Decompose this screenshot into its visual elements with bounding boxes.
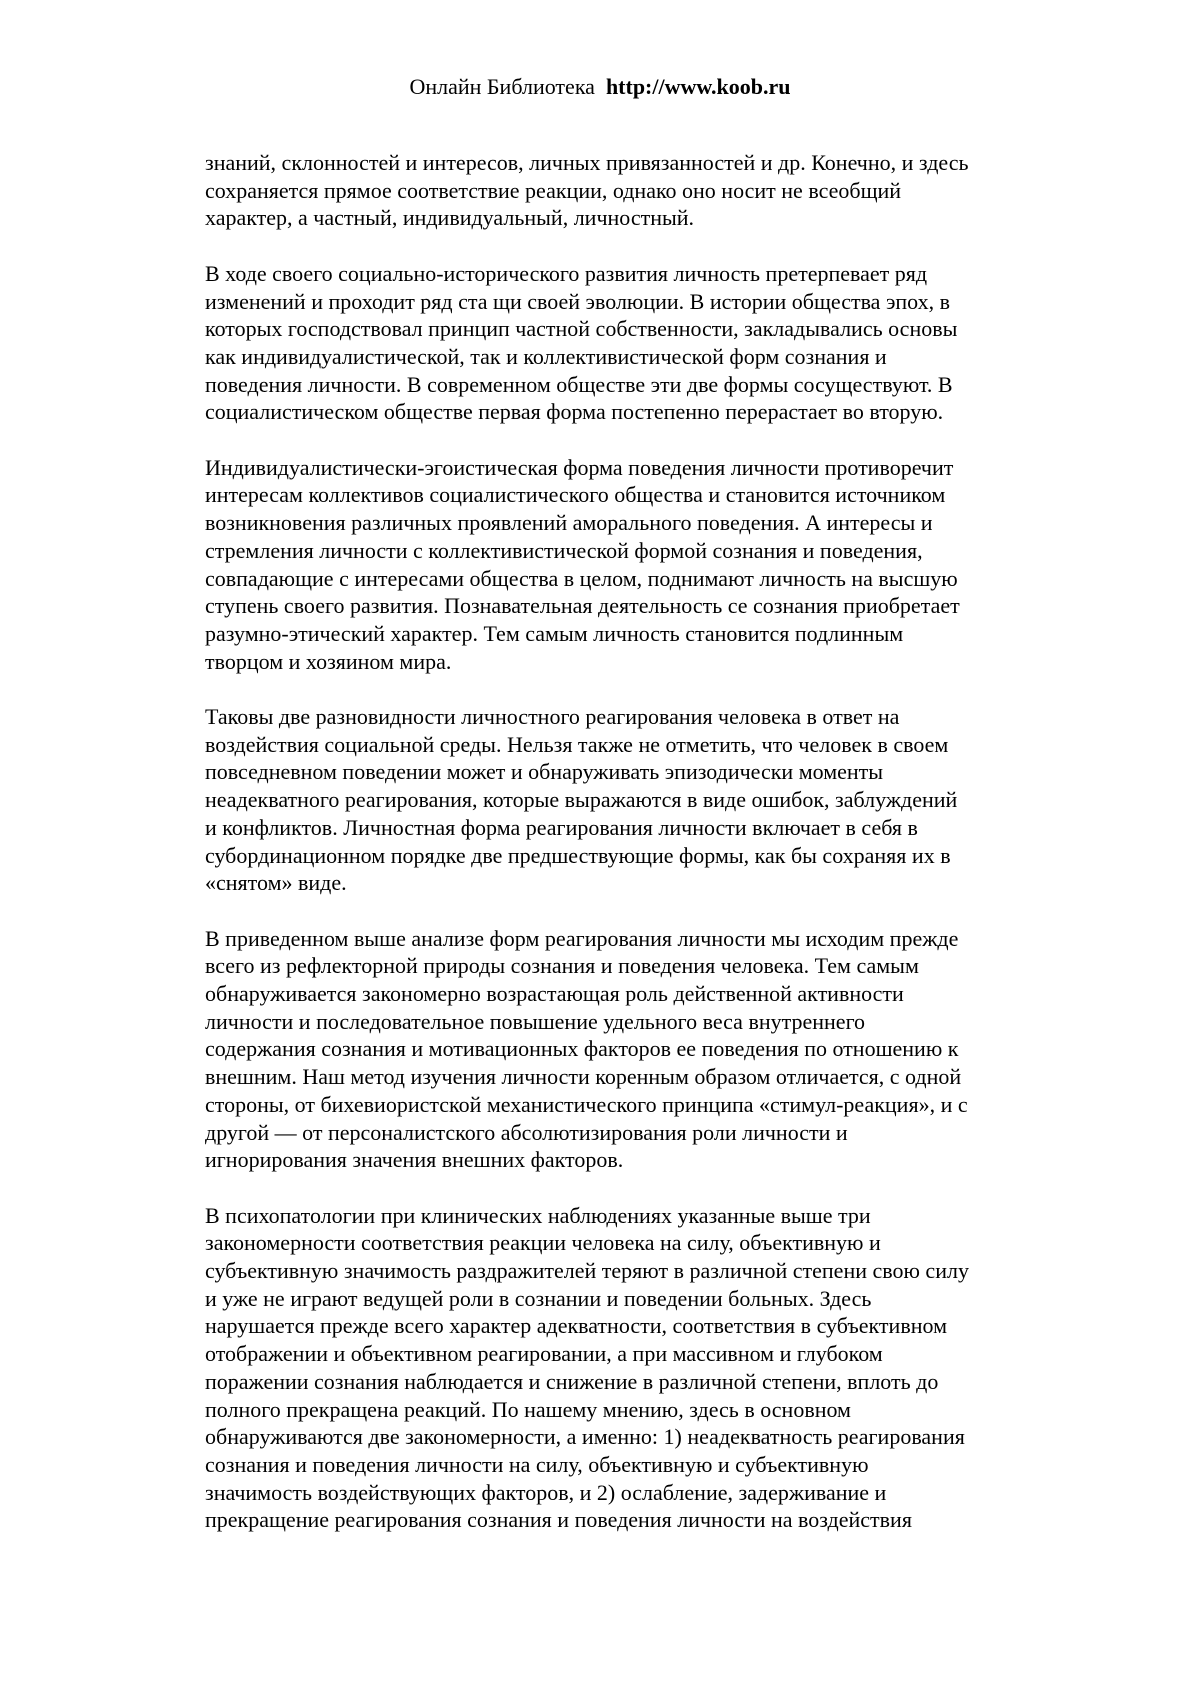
text-line: сохраняется прямое соответствие реакции, однако оно носит не всеобщий (205, 177, 902, 203)
text-line: прекращение реагирования сознания и поведения личности на воздействия (205, 1507, 912, 1533)
text-line: поражении сознания наблюдается и снижение в различной степени, вплоть до (205, 1368, 939, 1394)
text-line: знаний, склонностей и интересов, личных привязанностей и др. Конечно, и здесь (205, 150, 969, 175)
text-line: В приведенном выше анализе форм реагирования личности мы исходим прежде (205, 925, 959, 951)
text-line: интересам коллективов социалистического общества и становится источником (205, 482, 946, 508)
text-line: характер, а частный, индивидуальный, личностный. (205, 205, 695, 231)
text-line: другой — от персоналистского абсолютизирования роли личности и (205, 1119, 848, 1145)
text-line: игнорирования значения внешних факторов. (205, 1147, 624, 1173)
text-line: В психопатологии при клинических наблюдениях указанные выше три (205, 1202, 871, 1228)
text-line: поведения личности. В современном обществе эти две формы сосуществуют. В (205, 371, 953, 397)
text-line: «снятом» виде. (205, 870, 347, 896)
text-line: неадекватного реагирования, которые выражаются в виде ошибок, заблуждений (205, 787, 958, 813)
text-line: отображении и объективном реагировании, а при массивном и глубоком (205, 1341, 883, 1367)
text-line: творцом и хозяином мира. (205, 648, 452, 674)
text-line: обнаруживается закономерно возрастающая роль действенной активности (205, 981, 904, 1007)
text-line: изменений и проходит ряд ста щи своей эволюции. В истории общества эпох, в (205, 288, 951, 314)
text-line: Таковы две разновидности личностного реагирования человека в ответ на (205, 704, 900, 730)
text-line: закономерности соответствия реакции человека на силу, объективную и (205, 1230, 881, 1256)
text-line: повседневном поведении может и обнаруживать эпизодически моменты (205, 759, 884, 785)
text-line: стороны, от бихевиористской механистического принципа «стимул-реакция», и с (205, 1091, 968, 1117)
text-line: воздействия социальной среды. Нельзя также не отметить, что человек в своем (205, 731, 949, 757)
paragraph (205, 1202, 1105, 1534)
text-line: как индивидуалистической, так и коллективистической форм сознания и (205, 343, 887, 369)
document-body (205, 149, 1105, 1562)
text-line: и уже не играют ведущей роли в сознании и поведении больных. Здесь (205, 1285, 872, 1311)
text-line: разумно-этический характер. Тем самым личность становится подлинным (205, 620, 904, 646)
library-url: http://www.koob.ru (605, 74, 791, 99)
text-line: нарушается прежде всего характер адекватности, соответствия в субъективном (205, 1313, 947, 1339)
page-header (0, 72, 1200, 102)
paragraph (205, 925, 1105, 1174)
text-line: обнаруживаются две закономерности, а именно: 1) неадекватность реагирования (205, 1424, 965, 1450)
text-line: возникновения различных проявлений аморального поведения. А интересы и (205, 510, 933, 536)
paragraph (205, 454, 1105, 676)
text-line: совпадающие с интересами общества в целом, поднимают личность на высшую (205, 565, 958, 591)
text-line: полного прекращена реакций. По нашему мнению, здесь в основном (205, 1396, 851, 1422)
text-line: личности и последовательное повышение удельного веса внутреннего (205, 1008, 866, 1034)
text-line: субъективную значимость раздражителей теряют в различной степени свою силу (205, 1258, 969, 1284)
paragraph (205, 260, 1105, 426)
paragraph (205, 703, 1105, 897)
text-line: социалистическом обществе первая форма постепенно перерастает во вторую. (205, 399, 944, 425)
text-line: стремления личности с коллективистической формой сознания и поведения, (205, 537, 923, 563)
text-line: сознания и поведения личности на силу, объективную и субъективную (205, 1451, 869, 1477)
text-line: субординационном порядке две предшествующие формы, как бы сохраняя их в (205, 842, 951, 868)
text-line: и конфликтов. Личностная форма реагирования личности включает в себя в (205, 814, 918, 840)
text-line: внешним. Наш метод изучения личности коренным образом отличается, с одной (205, 1064, 962, 1090)
paragraph (205, 149, 1105, 232)
text-line: В ходе своего социально-исторического развития личность претерпевает ряд (205, 260, 928, 286)
library-label: Онлайн Библиотека (409, 74, 595, 99)
text-line: Индивидуалистически-эгоистическая форма поведения личности противоречит (205, 454, 954, 480)
text-line: значимость воздействующих факторов, и 2) ослабление, задерживание и (205, 1479, 887, 1505)
text-line: ступень своего развития. Познавательная деятельность се сознания приобретает (205, 593, 960, 619)
text-line: которых господствовал принцип частной собственности, закладывались основы (205, 316, 958, 342)
text-line: содержания сознания и мотивационных факторов ее поведения по отношению к (205, 1036, 959, 1062)
text-line: всего из рефлекторной природы сознания и поведения человека. Тем самым (205, 953, 919, 979)
